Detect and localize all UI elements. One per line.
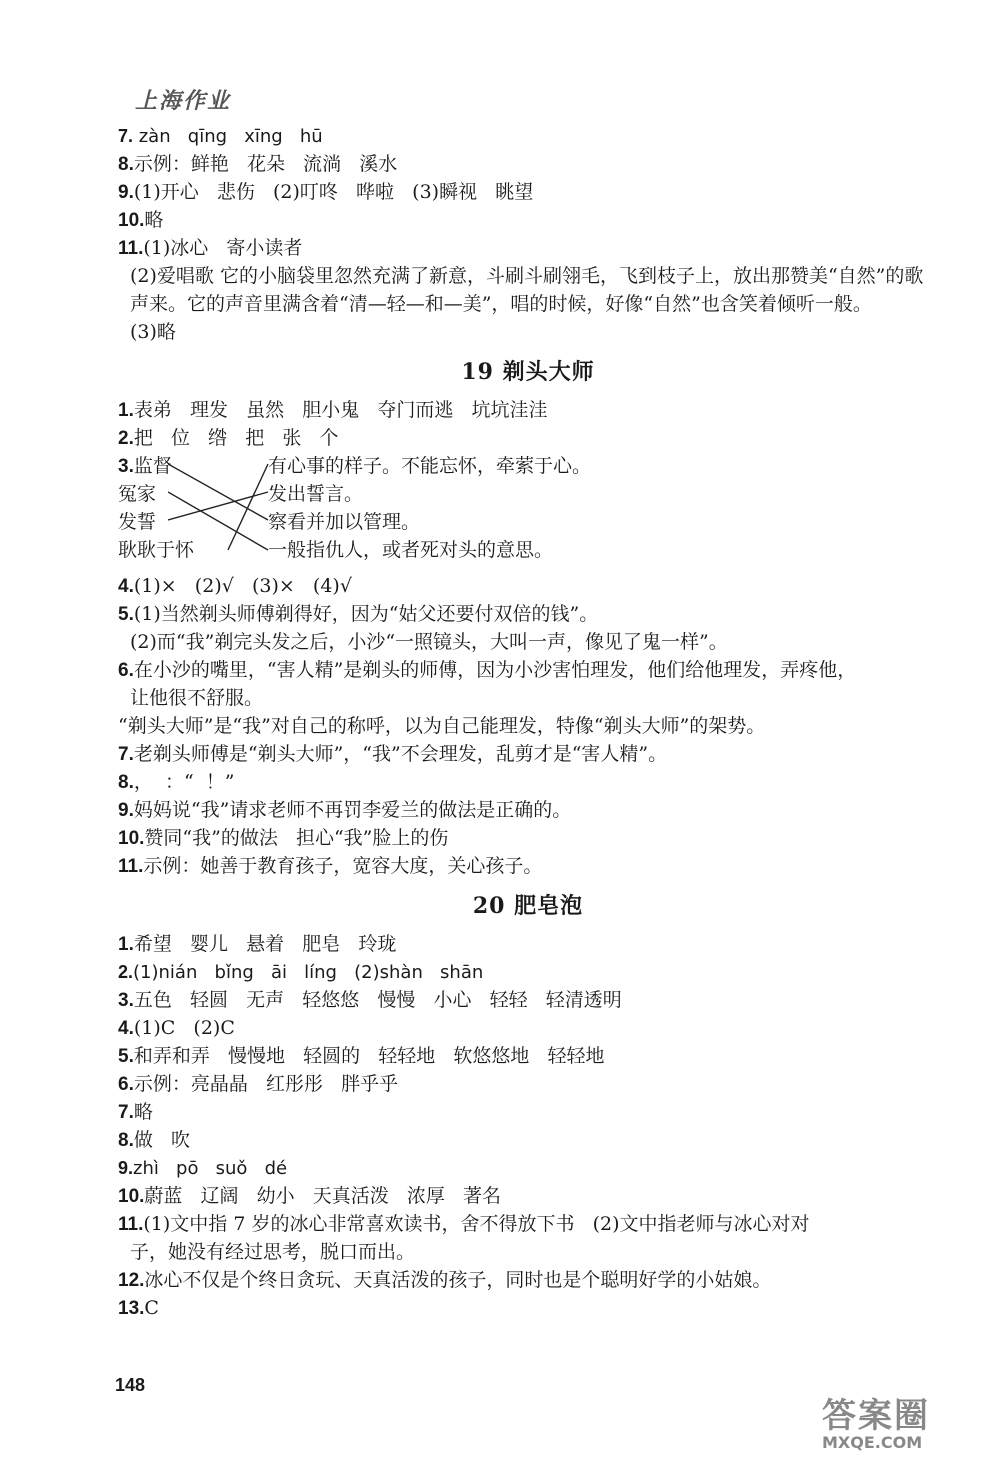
question-number: 9. [118,1158,134,1178]
answer-text: (1)当然剃头师傅剃得好，因为“姑父还要付双倍的钱”。 [133,603,599,625]
match-line-4 [228,464,268,550]
page-number: 148 [115,1375,146,1395]
matching-right-2: 发出誓言。 [268,483,364,505]
question-number: 7. [118,1102,134,1123]
answer-line [118,1014,938,1042]
answer-line [118,150,938,178]
answer-line [118,1238,938,1266]
answer-text: (1)冰心 寄小读者 [143,237,303,259]
answer-line [118,1210,938,1238]
answer-line [118,1070,938,1098]
question-number: 7. [118,744,134,765]
matching-left-4: 耿耿于怀 [118,539,195,561]
answer-text: 蔚蓝 辽阔 幼小 天真活泼 浓厚 著名 [144,1185,502,1207]
question-number: 9. [118,182,134,203]
answer-19-1: 1.表弟 理发 虽然 胆小鬼 夺门而逃 坑坑洼洼 [118,399,548,421]
answer-line [118,1098,938,1126]
answer-line [118,1294,938,1322]
answer-line [118,1154,938,1182]
question-number: 10. [118,1186,145,1207]
answer-line [118,656,938,684]
answer-text: (1)× (2)√ (3)× (4)√ [133,575,352,597]
answer-19-2: 2.把 位 绺 把 张 个 [118,427,339,449]
watermark-title: 答案圈 [822,1396,930,1436]
answer-text: 让他很不舒服。 [130,687,264,709]
watermark-url: MXQE.COM [822,1433,923,1452]
watermark-logo [822,1388,992,1458]
answer-text: zàn qīng xīng hū [133,126,323,147]
question-number: 9. [118,800,134,821]
matching-right-4: 一般指仇人，或者死对头的意思。 [268,539,554,561]
answer-text: 冰心不仅是个终日贪玩、天真活泼的孩子，同时也是个聪明好学的小姑娘。 [144,1269,772,1291]
question-number: 8. [118,772,134,793]
answer-text: (1)nián bǐng āi líng (2)shàn shān [133,962,484,983]
answer-text: (1)开心 悲伤 (2)叮咚 哗啦 (3)瞬视 眺望 [133,181,534,203]
answer-text: 五色 轻圆 无声 轻悠悠 慢慢 小心 轻轻 轻清透明 [133,989,622,1011]
answer-text: 在小沙的嘴里，“害人精”是剃头的师傅，因为小沙害怕理发，他们给他理发，弄疼他， [133,659,857,681]
question-number: 5. [118,604,134,625]
question-number: 11. [118,238,144,259]
question-number: 11. [118,856,144,877]
answer-line [118,1266,938,1294]
question-number: 4. [118,576,134,597]
answer-line [118,930,938,958]
answer-line [118,178,938,206]
question-number: 6. [118,1074,134,1095]
answer-11-part3: (3)略 [130,321,176,343]
question-number: 3. [118,990,134,1011]
answer-line [118,600,938,628]
answer-text: 略 [133,1101,153,1123]
answer-line [118,740,938,768]
question-number: 4. [118,1018,134,1039]
answer-line [118,1126,938,1154]
question-number: 13. [118,1298,145,1319]
answer-text: 妈妈说“我”请求老师不再罚李爱兰的做法是正确的。 [133,799,572,821]
answer-line [118,768,938,796]
answer-text: zhì pō suǒ dé [133,1158,288,1179]
answer-line [118,1182,938,1210]
answer-line [118,712,938,740]
answer-line [118,796,938,824]
matching-left-1: 3.监督 [118,455,172,477]
answer-line [118,852,938,880]
answer-text: 希望 婴儿 悬着 肥皂 玲珑 [133,933,397,955]
match-line-2 [168,492,268,550]
header-logo: 上海作业 [135,89,232,114]
matching-exercise [118,452,938,572]
answer-text: ， ：“ ！” [133,771,235,793]
answer-text: 略 [144,209,164,231]
question-number: 8. [118,154,134,175]
answer-text: (1)文中指 7 岁的冰心非常喜欢读书，舍不得放下书 (2)文中指老师与冰心对对 [143,1213,810,1235]
answer-text: “剃头大师”是“我”对自己的称呼，以为自己能理发，特像“剃头大师”的架势。 [118,715,766,737]
matching-right-1: 有心事的样子。不能忘怀，牵萦于心。 [268,455,592,477]
section-title-20: 20 肥皂泡 [472,893,584,919]
matching-left-2: 冤家 [118,483,157,505]
answer-text: C [144,1297,159,1319]
answer-line [118,572,938,600]
question-number: 7. [118,126,134,146]
question-number: 10. [118,210,145,231]
answers-19 [118,572,938,880]
answer-text: 赞同“我”的做法 担心“我”脸上的伤 [144,827,449,849]
answer-text: 做 吹 [133,1129,190,1151]
answer-text: 示例：亮晶晶 红彤彤 胖乎乎 [133,1073,399,1095]
question-number: 12. [118,1270,145,1291]
question-number: 5. [118,1046,134,1067]
answer-line [118,1042,938,1070]
question-number: 1. [118,934,134,955]
matching-lines [168,452,278,564]
answer-text: (1)C (2)C [133,1017,235,1039]
answer-line [118,122,938,150]
answer-text: 示例：她善于教育孩子，宽容大度，关心孩子。 [143,855,543,877]
section-title-19: 19 剃头大师 [461,359,595,385]
answer-text: 和弄和弄 慢慢地 轻圆的 轻轻地 软悠悠地 轻轻地 [133,1045,605,1067]
answers-18 [118,122,938,262]
answers-20 [118,930,938,1322]
question-number: 10. [118,828,145,849]
matching-right-column [268,452,591,564]
answer-line [118,206,938,234]
answer-text: (2)而“我”剃完头发之后，小沙“一照镜头，大叫一声，像见了鬼一样”。 [130,631,728,653]
answer-line [118,824,938,852]
answer-text: 老剃头师傅是“剃头大师”，“我”不会理发，乱剪才是“害人精”。 [133,743,668,765]
question-number: 2. [118,962,134,982]
answer-line [118,684,938,712]
matching-left-3: 发誓 [118,511,157,533]
answer-line [118,234,938,262]
answer-text: 示例：鲜艳 花朵 流淌 溪水 [133,153,398,175]
answer-text: 子，她没有经过思考，脱口而出。 [130,1241,416,1263]
answer-line [118,986,938,1014]
answer-11-part2: (2)爱唱歌 它的小脑袋里忽然充满了新意，斗刷斗刷翎毛，飞到枝子上，放出那赞美“自然”的歌声来。它的声音里满含着“清—轻—和—美”，唱的时候，好像“自然”也含笑着倾听一般。 [130,265,924,315]
match-line-1 [168,464,268,520]
answer-line [118,958,938,986]
question-number: 11. [118,1214,144,1235]
answer-line [118,628,938,656]
matching-right-3: 察看并加以管理。 [268,511,421,533]
question-number: 8. [118,1130,134,1151]
question-number: 6. [118,660,134,681]
answer-content [118,122,938,1322]
